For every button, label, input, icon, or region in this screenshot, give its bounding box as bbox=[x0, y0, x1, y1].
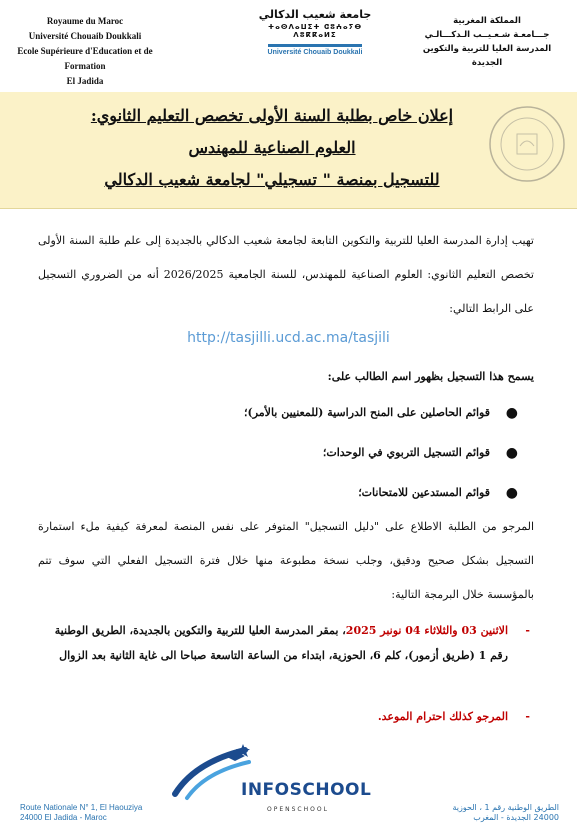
header-fr-line-1: Royaume du Maroc bbox=[46, 16, 124, 26]
bullet-dot-icon: ● bbox=[505, 405, 518, 421]
banner-title bbox=[77, 100, 467, 196]
watermark-subtitle: OPENSCHOOL bbox=[267, 806, 329, 813]
intro-paragraph: تهيب إدارة المدرسة العليا للتربية والتكوين التابعة لجامعة شعيب الدكالي بالجديدة إلى علم طلبة السنة الأولى تخصص التعليم الثانوي: العلوم الصناعية للمهندس، للسنة الجامعية 2026/2025 أنه من الضروري التسجيل على الرابط التالي: bbox=[38, 234, 534, 315]
logo-tifinagh-name: ⵜⴰⵙⴷⴰⵡⵉⵜ ⵛⵓⵄⴰⵢⴱ ⴷⵓⴽⴽⴰⵍⵉ bbox=[267, 23, 363, 39]
footer-address-fr bbox=[20, 803, 142, 823]
university-logo bbox=[255, 8, 375, 58]
header-fr-line-4: El Jadida bbox=[66, 76, 104, 86]
schedule-item bbox=[38, 618, 534, 668]
bullet-dot-icon: ● bbox=[505, 485, 518, 501]
dash-marker: - bbox=[525, 710, 530, 723]
logo-arabic-name: جامعة شعيب الدكالي bbox=[258, 8, 372, 21]
logo-french-name: Université Chouaib Doukkali bbox=[268, 44, 363, 56]
header-ar-line-2: جـــامعـة شـعـيــب الـدكـــالـي bbox=[424, 30, 550, 40]
dash-marker: - bbox=[525, 624, 530, 637]
list-item: ● قوائم التسجيل التربوي في الوحدات؛ bbox=[38, 436, 534, 476]
schedule-date: الاثنين 03 والثلاثاء 04 نونبر 2025 bbox=[345, 624, 508, 637]
university-stamp-icon bbox=[487, 104, 567, 184]
closing-list bbox=[38, 704, 534, 729]
header-ar-line-1: المملكة المغربية bbox=[453, 16, 521, 26]
banner-line-1: إعلان خاص بطلبة السنة الأولى تخصص التعليم الثانوي: bbox=[90, 106, 454, 125]
footer-fr-line-1: Route Nationale N° 1, El Haouziya bbox=[20, 803, 143, 812]
lists-intro: يسمح هذا التسجيل بظهور اسم الطالب على: bbox=[327, 370, 534, 383]
footer-ar-line-2: 24000 الجديدة - المغرب bbox=[473, 813, 559, 822]
header-arabic-block bbox=[407, 14, 567, 70]
list-item: ● قوائم المستدعين للامتحانات؛ bbox=[38, 476, 534, 516]
footer-ar-line-1: الطريق الوطنية رقم 1 ، الحوزية bbox=[452, 803, 559, 812]
lists-bullets bbox=[38, 396, 534, 516]
infoschool-watermark bbox=[165, 742, 395, 826]
schedule-details: ، بمقر المدرسة العليا للتربية والتكوين بالجديدة، الطريق الوطنية رقم 1 (طريق أزمور)، كلم 6، الحوزية، ابتداء من الساعة التاسعة صباحا الى غاية الثانية بعد الزوال bbox=[54, 624, 508, 662]
guide-paragraph: المرجو من الطلبة الاطلاع على "دليل التسجيل" المتوفر على نفس المنصة لمعرفة كيفية ملء استمارة التسجيل بشكل صحيح ودقيق، وجلب نسخة مطبوعة منها خلال فترة التسجيل الفعلي التي سوف تتم بالمؤسسة خلال البرمجة التالية: bbox=[38, 520, 534, 601]
header-ar-line-4: الجديدة bbox=[471, 58, 503, 68]
closing-note: المرجو كذلك احترام الموعد. bbox=[377, 710, 508, 723]
footer-address-ar bbox=[452, 803, 559, 823]
watermark-title: INFOSCHOOL bbox=[241, 780, 372, 800]
closing-item bbox=[38, 704, 534, 729]
banner-line-2: العلوم الصناعية للمهندس bbox=[188, 138, 356, 157]
header-fr-line-3: Ecole Supérieure d'Education et de Formation bbox=[17, 46, 153, 71]
list-item: ● قوائم الحاصلين على المنح الدراسية (للمعنيين بالأمر)؛ bbox=[38, 396, 534, 436]
banner-line-3: للتسجيل بمنصة " تسجيلي" لجامعة شعيب الدكالي bbox=[104, 170, 440, 189]
registration-link[interactable]: http://tasjilli.ucd.ac.ma/tasjili bbox=[187, 330, 390, 346]
header-fr-line-2: Université Chouaib Doukkali bbox=[28, 31, 142, 41]
announcement-banner bbox=[0, 92, 577, 209]
bullet-dot-icon: ● bbox=[505, 445, 518, 461]
schedule-list bbox=[38, 618, 534, 668]
header-french-block bbox=[0, 14, 170, 89]
footer-fr-line-2: 24000 El Jadida - Maroc bbox=[20, 813, 107, 822]
header-ar-line-3: المدرسة العليا للتربية والتكوين bbox=[422, 44, 552, 54]
